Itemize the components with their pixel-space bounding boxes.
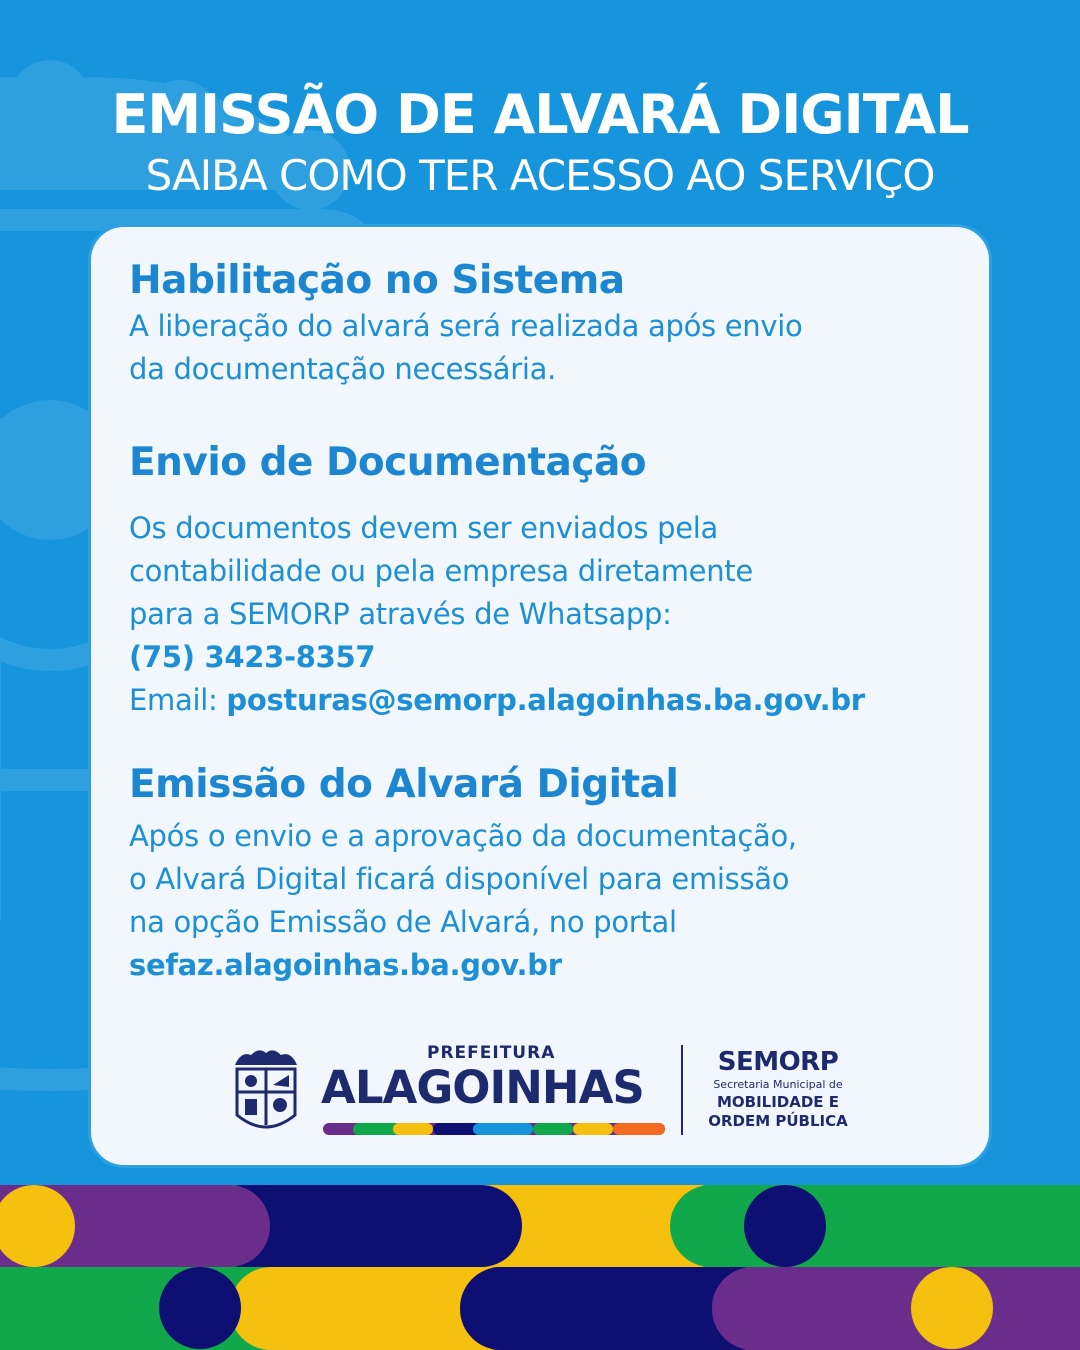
section-emissao (129, 761, 969, 987)
page-subtitle: SAIBA COMO TER ACESSO AO SERVIÇO (145, 151, 935, 200)
text-line: Os documentos devem ser enviados pela (129, 511, 719, 545)
text-line: A liberação do alvará será realizada após envio (129, 309, 803, 343)
decorative-color-bands (0, 1185, 1080, 1350)
section-title: Habilitação no Sistema (129, 258, 625, 303)
city-crest-icon (231, 1045, 301, 1139)
semorp-line1: MOBILIDADE E (716, 1093, 840, 1111)
text-line: contabilidade ou pela empresa diretamente (129, 554, 753, 588)
city-name: ALAGOINHAS (321, 1061, 644, 1114)
semorp-logo (693, 1047, 863, 1131)
semorp-subtitle: Secretaria Municipal de (713, 1078, 843, 1091)
section-text (129, 507, 969, 722)
prefeitura-label: PREFEITURA (427, 1043, 556, 1063)
text-line: Após o envio e a aprovação da documentação, (129, 819, 797, 853)
text-line: para a SEMORP através de Whatsapp: (129, 597, 672, 631)
email-label: Email: (129, 683, 227, 717)
portal-link[interactable]: sefaz.alagoinhas.ba.gov.br (129, 948, 562, 982)
semorp-line2: ORDEM PÚBLICA (708, 1112, 848, 1130)
info-card (88, 224, 992, 1168)
section-title: Envio de Documentação (129, 440, 647, 485)
page-title: EMISSÃO DE ALVARÁ DIGITAL (111, 83, 969, 146)
semorp-name: SEMORP (717, 1047, 839, 1077)
text-line: da documentação necessária. (129, 352, 557, 386)
footer-logos (231, 1037, 871, 1147)
logo-divider (681, 1045, 683, 1135)
header (0, 80, 1080, 204)
text-line: na opção Emissão de Alvará, no portal (129, 905, 677, 939)
text-line: o Alvará Digital ficará disponível para emissão (129, 862, 790, 896)
color-stripe-decoration (323, 1123, 665, 1135)
section-title: Emissão do Alvará Digital (129, 762, 679, 807)
section-text (129, 305, 969, 391)
section-text (129, 815, 969, 987)
section-envio (129, 439, 969, 722)
section-habilitacao (129, 257, 969, 391)
whatsapp-phone[interactable]: (75) 3423-8357 (129, 640, 376, 674)
email-line (129, 679, 969, 722)
email-link[interactable]: posturas@semorp.alagoinhas.ba.gov.br (226, 683, 865, 717)
